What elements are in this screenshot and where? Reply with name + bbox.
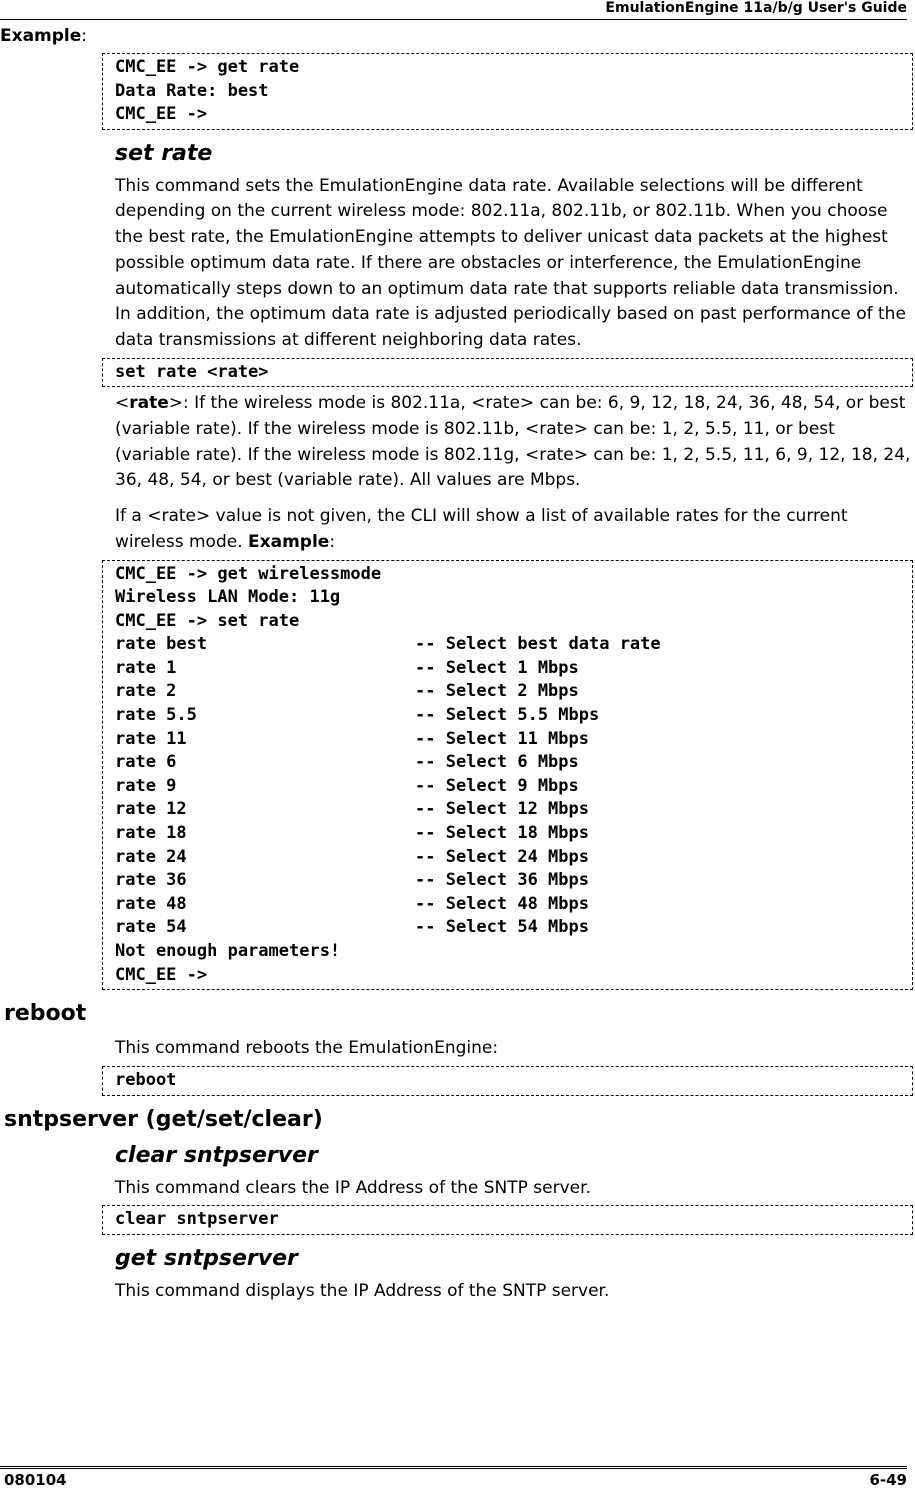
rate-row xyxy=(115,893,900,917)
set-rate-syntax: set rate <rate> xyxy=(102,358,913,388)
set-rate-heading: set rate xyxy=(115,140,213,166)
rate-description: -- Select 5.5 Mbps xyxy=(415,705,600,726)
page-content xyxy=(0,24,915,1309)
rate-command: rate 5.5 xyxy=(115,705,197,726)
intro-example-code xyxy=(102,53,913,130)
rate-command: rate best xyxy=(115,634,208,655)
reboot-heading: reboot xyxy=(4,1001,87,1027)
rate-row xyxy=(115,798,900,822)
rate-row xyxy=(115,846,900,870)
rate-command: rate 48 xyxy=(115,893,187,914)
get-sntpserver-heading: get sntpserver xyxy=(115,1245,298,1271)
rate-note: If a <rate> value is not given, the CLI will show a list of available rates for the current wireless mode. Example: xyxy=(115,506,848,552)
rate-command: rate 1 xyxy=(115,657,177,678)
rate-row xyxy=(115,775,900,799)
rate-command: rate 9 xyxy=(115,775,177,796)
rate-description: -- Select 36 Mbps xyxy=(415,870,589,891)
rate-description: -- Select 48 Mbps xyxy=(415,893,589,914)
rate-row xyxy=(115,822,900,846)
code-line: CMC_EE -> set rate xyxy=(115,610,300,631)
rate-row xyxy=(115,751,900,775)
rate-description: -- Select 2 Mbps xyxy=(415,681,579,702)
clear-sntpserver-description: This command clears the IP Address of the SNTP server. xyxy=(115,1177,591,1198)
clear-sntpserver-syntax: clear sntpserver xyxy=(102,1205,913,1235)
page-number: 6-49 xyxy=(869,1471,907,1489)
rate-row xyxy=(115,704,900,728)
intro-example-label: Example: xyxy=(0,26,88,46)
reboot-description: This command reboots the EmulationEngine: xyxy=(115,1038,499,1059)
rate-parameter-name: rate xyxy=(129,393,169,414)
document-date-code: 080104 xyxy=(4,1471,67,1489)
rate-command: rate 18 xyxy=(115,823,187,844)
sntpserver-heading: sntpserver (get/set/clear) xyxy=(4,1106,323,1132)
rate-command: rate 54 xyxy=(115,917,187,938)
rate-description: -- Select 24 Mbps xyxy=(415,846,589,867)
rate-description: -- Select 54 Mbps xyxy=(415,917,589,938)
rate-command: rate 2 xyxy=(115,681,177,702)
set-rate-description: This command sets the EmulationEngine data rate. Available selections will be different depending on the current wireless mode: 802.11a, 802.11b, or 802.11b. When you choose the best rate, the EmulationEngine attempts to deliver unicast data packets at the highest possible optimum data rate. If there are obstacles or interference, the EmulationEngine automatically steps down to an optimum data rate that supports reliable data transmission. In addition, the optimum data rate is adjusted periodically based on past performance of the data transmissions at different neighboring data rates. xyxy=(115,175,906,350)
code-line: CMC_EE -> get rate xyxy=(115,57,300,77)
code-line: CMC_EE -> get wirelessmode xyxy=(115,563,382,584)
rate-command: rate 36 xyxy=(115,870,187,891)
rate-command: rate 6 xyxy=(115,752,177,773)
rate-command: rate 11 xyxy=(115,728,187,749)
rate-description: -- Select 11 Mbps xyxy=(415,728,589,749)
rate-description: -- Select best data rate xyxy=(415,634,661,655)
code-line: Wireless LAN Mode: 11g xyxy=(115,587,341,608)
get-sntpserver-description: This command displays the IP Address of the SNTP server. xyxy=(115,1280,610,1301)
reboot-syntax: reboot xyxy=(102,1066,913,1096)
clear-sntpserver-heading: clear sntpserver xyxy=(115,1142,318,1168)
rate-row xyxy=(115,680,900,704)
rate-description: -- Select 12 Mbps xyxy=(415,799,589,820)
rate-description: -- Select 6 Mbps xyxy=(415,752,579,773)
page-header xyxy=(0,0,907,20)
code-line: Not enough parameters! xyxy=(115,941,341,962)
rate-row xyxy=(115,657,900,681)
code-line: CMC_EE -> xyxy=(115,104,208,125)
rate-list-example xyxy=(102,560,913,991)
code-line: Data Rate: best xyxy=(115,80,269,101)
rate-command: rate 24 xyxy=(115,846,187,867)
rate-row xyxy=(115,728,900,752)
rate-description: -- Select 1 Mbps xyxy=(415,657,579,678)
rate-description: -- Select 9 Mbps xyxy=(415,775,579,796)
rate-rows xyxy=(115,633,900,940)
code-line: CMC_EE -> xyxy=(115,964,208,985)
rate-row xyxy=(115,916,900,940)
rate-row xyxy=(115,869,900,893)
page-footer xyxy=(0,1466,907,1489)
rate-parameter-description: <rate>: If the wireless mode is 802.11a, <rate> can be: 6, 9, 12, 18, 24, 36, 48, 54, or best (variable rate). If the wireless mode is 802.11b, <rate> can be: 1, 2, 5.5, 11, or best (variable rate). If the wireless mode is 802.11g, <rate> can be: 1, 2, 5.5, 11, 6, 9, 12, 18, 24, 36, 48, 54, or best (variable rate). All values are Mbps. xyxy=(115,393,911,491)
document-title: EmulationEngine 11a/b/g User's Guide xyxy=(605,0,907,16)
rate-description: -- Select 18 Mbps xyxy=(415,823,589,844)
rate-row xyxy=(115,633,900,657)
rate-command: rate 12 xyxy=(115,799,187,820)
